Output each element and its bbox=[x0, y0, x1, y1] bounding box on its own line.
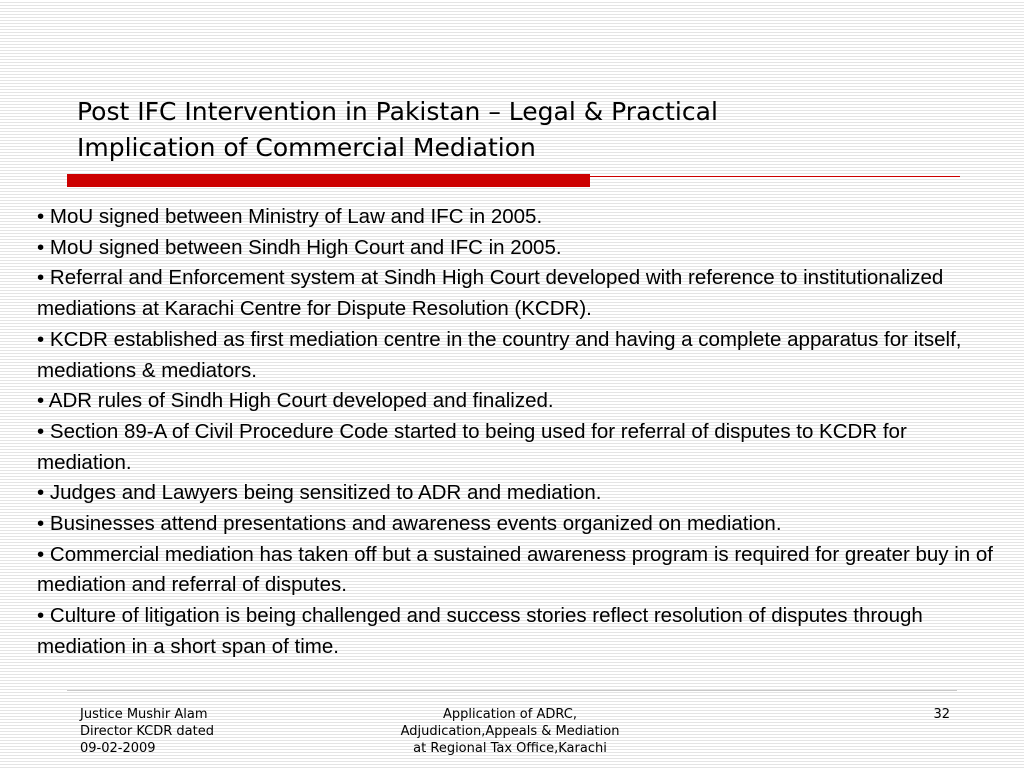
bullet-item bbox=[37, 233, 997, 264]
bullet-list bbox=[37, 202, 997, 663]
title-divider-rule bbox=[590, 176, 960, 177]
bullet-item bbox=[37, 478, 997, 509]
bullet-text: Commercial mediation has taken off but a sustained awareness program is required for greater buy in of mediation and referral of disputes. bbox=[37, 542, 994, 597]
bullet-item bbox=[37, 386, 997, 417]
slide-title-line: Implication of Commercial Mediation bbox=[77, 133, 536, 162]
bullet-icon: • bbox=[37, 512, 45, 536]
bullet-text: Culture of litigation is being challenged and success stories reflect resolution of disputes through mediation in a short span of time. bbox=[37, 604, 923, 658]
bullet-icon: • bbox=[37, 419, 45, 443]
slide-title bbox=[77, 94, 977, 166]
bullet-item bbox=[37, 601, 997, 662]
bullet-item bbox=[37, 509, 997, 540]
bullet-icon: • bbox=[37, 266, 45, 290]
bullet-item bbox=[37, 540, 997, 601]
bullet-icon: • bbox=[37, 604, 45, 628]
bullet-item bbox=[37, 417, 997, 478]
slide-title-line: Post IFC Intervention in Pakistan – Legal & Practical bbox=[77, 97, 718, 126]
footer-event: Application of ADRC, Adjudication,Appeals & Mediation at Regional Tax Office,Karachi bbox=[400, 707, 620, 756]
footer-author: Justice Mushir Alam Director KCDR dated 09-02-2009 bbox=[80, 707, 214, 756]
page-number: 32 bbox=[933, 707, 950, 722]
bullet-text: KCDR established as first mediation centre in the country and having a complete apparatus for itself, mediations & mediators. bbox=[37, 327, 962, 382]
bullet-text: Referral and Enforcement system at Sindh High Court developed with reference to institutionalized mediations at Karachi Centre for Dispute Resolution (KCDR). bbox=[37, 266, 944, 321]
bullet-item bbox=[37, 202, 997, 233]
bullet-text: ADR rules of Sindh High Court developed and finalized. bbox=[48, 389, 554, 413]
footer-divider bbox=[67, 690, 957, 691]
bullet-text: MoU signed between Ministry of Law and IFC in 2005. bbox=[49, 205, 543, 228]
bullet-item bbox=[37, 325, 997, 386]
bullet-text: MoU signed between Sindh High Court and IFC in 2005. bbox=[49, 235, 562, 259]
title-divider-accent bbox=[67, 174, 590, 187]
bullet-icon: • bbox=[37, 481, 45, 505]
bullet-icon: • bbox=[37, 542, 45, 566]
bullet-item bbox=[37, 263, 997, 324]
bullet-icon: • bbox=[37, 235, 45, 259]
bullet-icon: • bbox=[37, 327, 45, 351]
bullet-icon: • bbox=[37, 205, 45, 228]
bullet-icon: • bbox=[37, 389, 45, 413]
bullet-text: Businesses attend presentations and awareness events organized on mediation. bbox=[49, 512, 782, 536]
bullet-text: Section 89-A of Civil Procedure Code started to being used for referral of disputes to KCDR for mediation. bbox=[37, 419, 907, 474]
bullet-text: Judges and Lawyers being sensitized to ADR and mediation. bbox=[49, 481, 602, 505]
